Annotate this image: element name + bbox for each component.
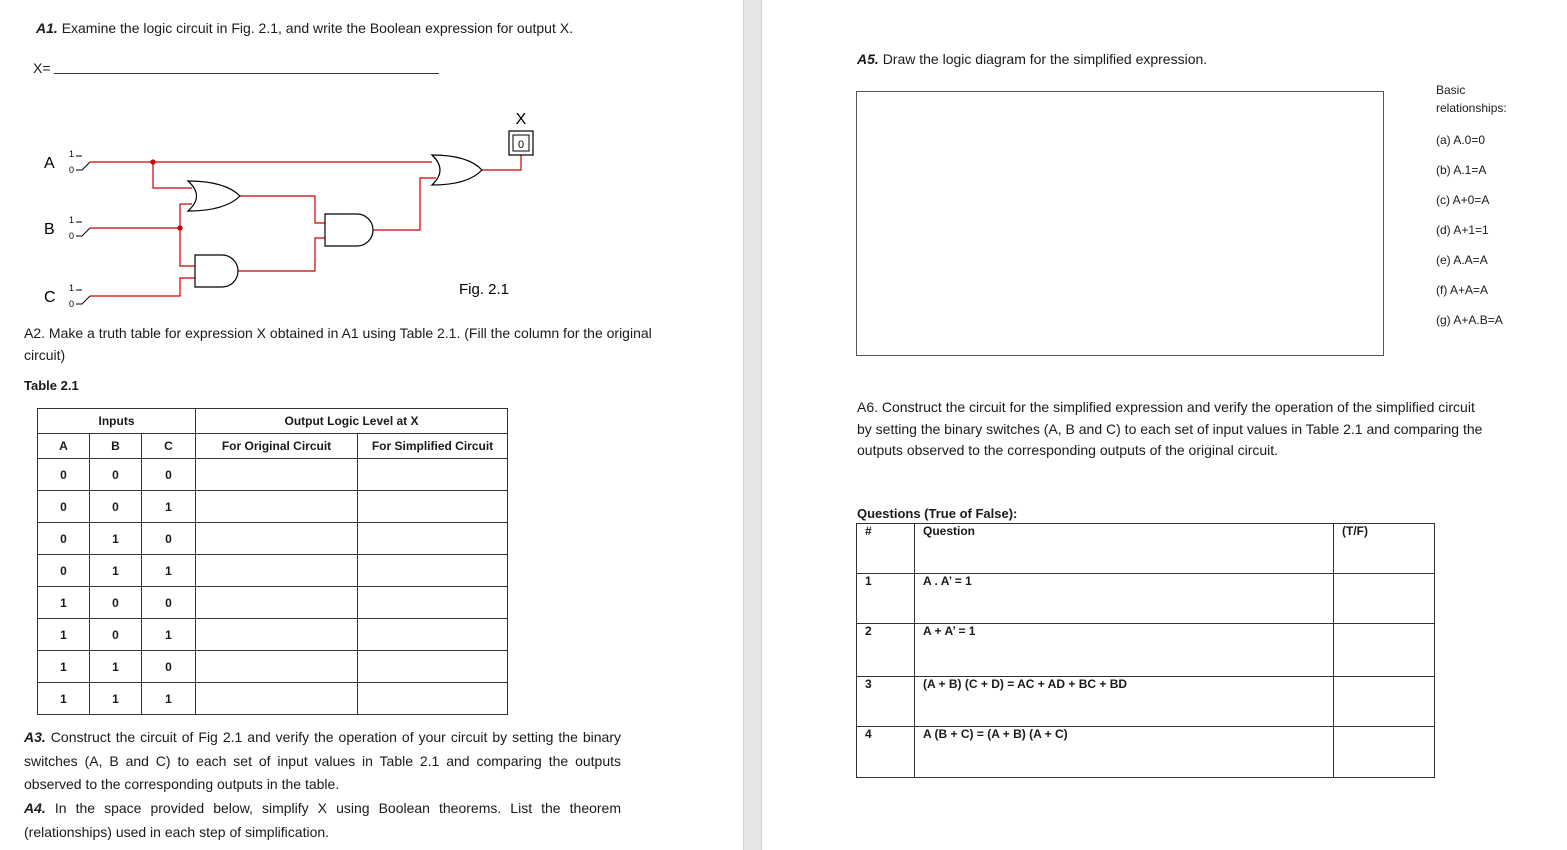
switch-high-label: 1 xyxy=(69,215,75,225)
or-gate-2 xyxy=(432,155,482,185)
simplified-output-cell[interactable] xyxy=(358,619,508,651)
relationship-item: (b) A.1=A xyxy=(1436,163,1487,177)
a4-instruction xyxy=(24,797,621,844)
table-row: 1 0 1 xyxy=(38,619,508,651)
relationship-item: (g) A+A.B=A xyxy=(1436,313,1503,327)
table-row: 0 0 0 xyxy=(38,459,508,491)
questions-title: Questions (True of False): xyxy=(857,506,1018,521)
tf-answer-cell[interactable] xyxy=(1334,727,1435,778)
a6-instruction: A6. Construct the circuit for the simplified expression and verify the operation of the simplified circuit by setting the binary switches (A, B and C) to each set of input values in Table 2.1 and comparing the outputs observed to the corresponding outputs of the original circuit. xyxy=(857,399,1483,458)
output-label: X xyxy=(515,111,527,128)
switch-low-label: 0 xyxy=(69,299,75,309)
col-c: C xyxy=(142,434,196,459)
a5-label: A5. xyxy=(857,51,879,67)
relationship-item: (c) A+0=A xyxy=(1436,193,1490,207)
question-text: (A + B) (C + D) = AC + AD + BC + BD xyxy=(915,677,1334,727)
a3-label: A3. xyxy=(24,729,46,745)
logic-diagram-drawing-area[interactable] xyxy=(856,91,1384,356)
a2-instruction: A2. Make a truth table for expression X obtained in A1 using Table 2.1. (Fill the column for the original circuit) xyxy=(24,325,652,363)
simplified-output-cell[interactable] xyxy=(358,555,508,587)
question-text: A . A’ = 1 xyxy=(915,574,1334,624)
junction-b xyxy=(177,225,182,230)
header-output: Output Logic Level at X xyxy=(196,409,508,434)
table-2-1-label: Table 2.1 xyxy=(24,378,79,393)
binary-switch-c xyxy=(76,290,90,304)
relationship-item: (e) A.A=A xyxy=(1436,253,1488,267)
questions-table xyxy=(856,523,1435,778)
simplified-output-cell[interactable] xyxy=(358,683,508,715)
question-number: 1 xyxy=(857,574,915,624)
table-row: 0 1 0 xyxy=(38,523,508,555)
simplified-output-cell[interactable] xyxy=(358,587,508,619)
switch-low-label: 0 xyxy=(69,231,75,241)
switch-high-label: 1 xyxy=(69,283,75,293)
original-output-cell[interactable] xyxy=(196,683,358,715)
col-b: B xyxy=(90,434,142,459)
original-output-cell[interactable] xyxy=(196,555,358,587)
col-question: Question xyxy=(915,524,1334,574)
col-original: For Original Circuit xyxy=(196,434,358,459)
relationships-title: Basic relationships: xyxy=(1436,83,1507,115)
and-gate-2 xyxy=(325,214,373,246)
table-row: 1 0 0 xyxy=(38,587,508,619)
table-row: 0 0 1 xyxy=(38,491,508,523)
x-answer-prefix: X= xyxy=(33,60,51,76)
col-a: A xyxy=(38,434,90,459)
wire-1 xyxy=(153,162,192,188)
relationship-item: (f) A+A=A xyxy=(1436,283,1489,297)
original-output-cell[interactable] xyxy=(196,651,358,683)
original-output-cell[interactable] xyxy=(196,587,358,619)
relationship-item: (a) A.0=0 xyxy=(1436,133,1486,147)
table-row: 0 1 1 xyxy=(38,555,508,587)
input-label-a: A xyxy=(44,155,55,172)
switch-low-label: 0 xyxy=(69,165,75,175)
original-output-cell[interactable] xyxy=(196,523,358,555)
question-row xyxy=(857,677,1435,727)
tf-answer-cell[interactable] xyxy=(1334,624,1435,677)
col-tf: (T/F) xyxy=(1334,524,1435,574)
question-number: 4 xyxy=(857,727,915,778)
a3-text: Construct the circuit of Fig 2.1 and verify the operation of your circuit by setting the binary switches (A, B and C) to each set of input values in Table 2.1 and comparing the outputs observed to the corresponding outputs in the table. xyxy=(24,729,621,792)
figure-caption: Fig. 2.1 xyxy=(459,281,510,298)
truth-table xyxy=(37,408,508,715)
simplified-output-cell[interactable] xyxy=(358,491,508,523)
a3-instruction xyxy=(24,726,621,797)
switch-high-label: 1 xyxy=(69,149,75,159)
and-gate-1 xyxy=(195,255,238,287)
junction-a xyxy=(150,159,155,164)
question-number: 2 xyxy=(857,624,915,677)
a5-text: Draw the logic diagram for the simplified expression. xyxy=(882,51,1208,67)
wire-9 xyxy=(482,155,521,170)
table-row: 1 1 0 xyxy=(38,651,508,683)
logic-circuit-diagram xyxy=(0,0,760,320)
a1-text: Examine the logic circuit in Fig. 2.1, and write the Boolean expression for output X. xyxy=(61,20,573,36)
question-text: A + A’ = 1 xyxy=(915,624,1334,677)
input-label-b: B xyxy=(44,221,55,238)
question-row xyxy=(857,727,1435,778)
original-output-cell[interactable] xyxy=(196,459,358,491)
question-row xyxy=(857,624,1435,677)
original-output-cell[interactable] xyxy=(196,491,358,523)
relationship-item: (d) A+1=1 xyxy=(1436,223,1489,237)
question-number: 3 xyxy=(857,677,915,727)
tf-answer-cell[interactable] xyxy=(1334,574,1435,624)
or-gate-1 xyxy=(188,181,240,211)
col-number: # xyxy=(857,524,915,574)
original-output-cell[interactable] xyxy=(196,619,358,651)
wire-8 xyxy=(373,178,436,230)
header-inputs: Inputs xyxy=(38,409,196,434)
col-simplified: For Simplified Circuit xyxy=(358,434,508,459)
tf-answer-cell[interactable] xyxy=(1334,677,1435,727)
a5-instruction xyxy=(857,48,1207,70)
simplified-output-cell[interactable] xyxy=(358,651,508,683)
output-probe-value: 0 xyxy=(517,139,525,151)
question-text: A (B + C) = (A + B) (A + C) xyxy=(915,727,1334,778)
wire-6 xyxy=(240,196,328,223)
question-row xyxy=(857,574,1435,624)
a1-label: A1. xyxy=(36,20,58,36)
input-label-c: C xyxy=(44,289,56,306)
table-row: 1 1 1 xyxy=(38,683,508,715)
simplified-output-cell[interactable] xyxy=(358,523,508,555)
a4-text: In the space provided below, simplify X using Boolean theorems. List the theorem (relationships) used in each step of simplification. xyxy=(24,800,621,840)
a4-label: A4. xyxy=(24,800,46,816)
wire-7 xyxy=(238,238,328,271)
wire-5 xyxy=(90,278,198,296)
simplified-output-cell[interactable] xyxy=(358,459,508,491)
binary-switch-a xyxy=(76,156,90,170)
binary-switch-b xyxy=(76,222,90,236)
